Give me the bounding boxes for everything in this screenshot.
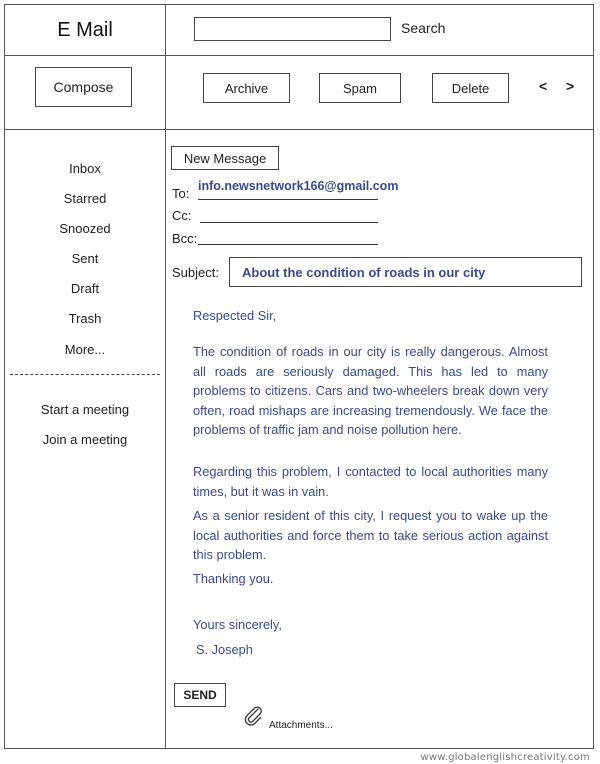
start-meeting-link[interactable]: Start a meeting [40,402,130,417]
sidebar-separator [10,374,160,375]
search-input[interactable] [194,17,391,41]
closing-text: Yours sincerely, [193,617,282,632]
bcc-label: Bcc: [172,231,198,246]
watermark-text: www.globalenglishcreativity.com [420,752,590,763]
paperclip-icon[interactable] [243,705,265,727]
bcc-field[interactable] [198,244,378,245]
next-page-button[interactable]: > [566,78,575,94]
cc-label: Cc: [172,208,192,223]
cc-field[interactable] [200,222,378,223]
to-field-line [198,199,378,200]
body-paragraph-2: Regarding this problem, I contacted to local authorities many times, but it was in vain. [193,464,548,499]
sidebar-item-more[interactable]: More... [64,342,106,357]
compose-button[interactable]: Compose [35,67,132,107]
body-paragraph-3: As a senior resident of this city, I request you to wake up the local authorities and force them to take serious action against this problem. [193,508,548,562]
to-label: To: [172,186,190,201]
new-message-title: New Message [171,146,279,170]
body-paragraph-1: The condition of roads in our city is really dangerous. Almost all roads are seriously damaged. This has led to many problems to citizens. Cars and two-wheelers break down very often, road mishaps are increasing tremendously. We face the problems of traffic jam and noise pollution here. [193,344,548,437]
sidebar-item-sent[interactable]: Sent [71,251,99,266]
delete-button[interactable]: Delete [432,73,509,103]
sidebar-item-inbox[interactable]: Inbox [69,161,101,176]
toolbar-divider [4,129,594,130]
join-meeting-link[interactable]: Join a meeting [42,432,128,447]
prev-page-button[interactable]: < [539,78,548,94]
greeting-text: Respected Sir, [193,308,277,323]
signature-text: S. Joseph [196,642,253,657]
archive-button[interactable]: Archive [203,73,290,103]
app-title: E Mail [57,18,113,41]
thanks-text: Thanking you. [193,571,274,586]
send-button[interactable]: SEND [174,683,226,707]
attachments-link[interactable]: Attachments... [269,720,333,731]
sidebar-item-trash[interactable]: Trash [68,311,102,326]
sidebar-divider [165,4,166,749]
subject-label: Subject: [172,265,219,280]
spam-button[interactable]: Spam [319,73,401,103]
sidebar-item-starred[interactable]: Starred [63,191,107,206]
search-label[interactable]: Search [401,20,446,36]
to-field[interactable]: info.newsnetwork166@gmail.com [198,179,399,193]
sidebar-item-draft[interactable]: Draft [70,281,100,296]
sidebar-item-snoozed[interactable]: Snoozed [59,221,111,236]
subject-field[interactable]: About the condition of roads in our city [229,257,582,287]
